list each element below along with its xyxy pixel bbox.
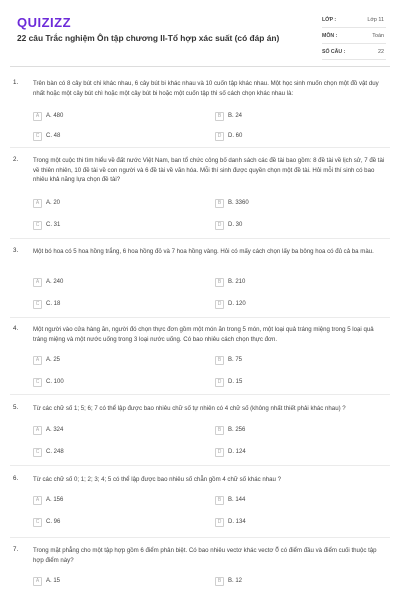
question-divider: [10, 317, 390, 318]
meta-row-class: [322, 12, 386, 28]
option-letter-box: A: [33, 278, 42, 287]
option-text: C. 96: [46, 519, 61, 525]
question-text: Trong mặt phẳng cho một tập hợp gồm 6 điểm phân biệt. Có bao nhiêu vectơ khác vectơ 0⃗ có điểm đầu và điểm cuối thuộc tập hợp điểm này?: [33, 547, 377, 564]
option-text: B. 256: [228, 427, 246, 433]
option-letter-box: B: [215, 199, 224, 208]
option-c[interactable]: [33, 446, 64, 458]
option-text: A. 25: [46, 357, 61, 363]
question-divider: [10, 537, 390, 538]
option-text: B. 24: [228, 113, 243, 119]
option-text: B. 3360: [228, 200, 249, 206]
question-number: 1.: [13, 79, 19, 86]
option-a[interactable]: [33, 494, 63, 506]
option-letter-box: A: [33, 426, 42, 435]
option-c[interactable]: [33, 219, 60, 231]
option-text: A. 480: [46, 113, 64, 119]
option-d[interactable]: [215, 298, 246, 310]
option-text: D. 30: [228, 222, 243, 228]
option-letter-box: C: [33, 300, 42, 309]
option-letter-box: D: [215, 378, 224, 387]
option-letter-box: C: [33, 448, 42, 457]
document-meta-table: [322, 12, 386, 60]
option-text: D. 124: [228, 449, 246, 455]
question-text: Trên bàn có 8 cây bút chì khác nhau, 6 cây bút bi khác nhau và 10 cuốn tập khác nhau. Một học sinh muốn chọn một đồ vật duy nhất hoặc một cây bút chì hoặc một cây bút bi hoặc một cuốn tập thì số cách chọn khác nhau là:: [33, 80, 379, 97]
option-a[interactable]: [33, 110, 63, 122]
meta-value: Toán: [372, 32, 384, 39]
option-letter-box: A: [33, 496, 42, 505]
option-letter-box: B: [215, 426, 224, 435]
question-number: 3.: [13, 247, 19, 254]
option-letter-box: D: [215, 221, 224, 230]
option-text: B. 12: [228, 578, 243, 584]
option-b[interactable]: [215, 276, 245, 288]
option-text: D. 120: [228, 301, 246, 307]
option-a[interactable]: [33, 276, 63, 288]
document-title: 22 câu Trắc nghiệm Ôn tập chương II-Tổ hợp xác suất (có đáp án): [17, 33, 280, 43]
option-letter-box: A: [33, 577, 42, 586]
option-c[interactable]: [33, 130, 60, 142]
option-text: D. 15: [228, 379, 243, 385]
option-text: D. 134: [228, 519, 246, 525]
question-divider: [10, 465, 390, 466]
header-divider: [10, 66, 390, 67]
option-a[interactable]: [33, 197, 60, 209]
option-text: C. 18: [46, 301, 61, 307]
option-letter-box: B: [215, 356, 224, 365]
question-divider: [10, 238, 390, 239]
quizizz-logo: QUIZIZZ: [17, 15, 72, 30]
option-d[interactable]: [215, 446, 246, 458]
option-letter-box: A: [33, 112, 42, 121]
option-text: A. 20: [46, 200, 61, 206]
option-text: A. 324: [46, 427, 64, 433]
option-text: A. 240: [46, 279, 64, 285]
option-c[interactable]: [33, 298, 60, 310]
option-text: C. 48: [46, 133, 61, 139]
option-letter-box: D: [215, 448, 224, 457]
option-letter-box: B: [215, 496, 224, 505]
option-c[interactable]: [33, 516, 60, 528]
option-text: C. 100: [46, 379, 64, 385]
option-a[interactable]: [33, 354, 60, 366]
meta-label: SỐ CÂU :: [322, 48, 346, 55]
option-b[interactable]: [215, 197, 249, 209]
option-text: A. 15: [46, 578, 61, 584]
option-c[interactable]: [33, 376, 64, 388]
option-letter-box: B: [215, 112, 224, 121]
meta-row-count: [322, 44, 386, 60]
question-divider: [10, 394, 390, 395]
option-b[interactable]: [215, 424, 245, 436]
meta-value: 22: [378, 48, 384, 55]
option-d[interactable]: [215, 130, 242, 142]
option-text: B. 210: [228, 279, 246, 285]
document-header: [0, 0, 400, 62]
option-a[interactable]: [33, 575, 60, 587]
option-b[interactable]: [215, 110, 242, 122]
option-letter-box: A: [33, 356, 42, 365]
option-d[interactable]: [215, 516, 246, 528]
option-letter-box: A: [33, 199, 42, 208]
option-a[interactable]: [33, 424, 63, 436]
option-text: C. 248: [46, 449, 64, 455]
meta-label: MÔN :: [322, 32, 338, 39]
question-text: Từ các chữ số 1; 5; 6; 7 có thể lập được bao nhiêu chữ số tự nhiên có 4 chữ số (không nhất thiết phải khác nhau) ?: [33, 405, 346, 412]
option-text: B. 144: [228, 497, 246, 503]
question-number: 7.: [13, 546, 19, 553]
option-letter-box: C: [33, 378, 42, 387]
meta-value: Lớp 11: [367, 16, 384, 23]
option-text: B. 75: [228, 357, 243, 363]
option-d[interactable]: [215, 376, 242, 388]
option-text: D. 60: [228, 133, 243, 139]
question-text: Một người vào cửa hàng ăn, người đó chọn thực đơn gồm một món ăn trong 5 món, một loại quả tráng miệng trong 5 loại quả tráng miệng và một nước uống trong 3 loại nước uống. Có bao nhiêu cách chọn thực đơn.: [33, 326, 374, 343]
question-text: Từ các chữ số 0; 1; 2; 3; 4; 5 có thể lập được bao nhiêu số chẵn gồm 4 chữ số khác nhau ?: [33, 476, 281, 483]
option-letter-box: D: [215, 300, 224, 309]
question-divider: [10, 147, 390, 148]
question-text: Trong một cuộc thi tìm hiểu về đất nước Việt Nam, ban tổ chức công bố danh sách các đề tài bao gồm: 8 đề tài về lịch sử, 7 đề tài về thiên nhiên, 10 đề tài về con người và 6 đề tài về văn hóa. Mỗi thí sinh được quyền chọn một đề tài. Hỏi mỗi thí sinh có bao nhiêu khả năng lựa chọn đề tài?: [33, 157, 385, 184]
option-d[interactable]: [215, 219, 242, 231]
option-b[interactable]: [215, 494, 245, 506]
option-letter-box: C: [33, 518, 42, 527]
option-text: C. 31: [46, 222, 61, 228]
option-letter-box: B: [215, 278, 224, 287]
option-letter-box: B: [215, 577, 224, 586]
meta-row-subject: [322, 28, 386, 44]
option-b[interactable]: [215, 575, 242, 587]
option-letter-box: C: [33, 132, 42, 141]
meta-label: LỚP :: [322, 16, 337, 23]
option-b[interactable]: [215, 354, 242, 366]
question-number: 5.: [13, 404, 19, 411]
option-text: A. 156: [46, 497, 64, 503]
question-number: 4.: [13, 325, 19, 332]
question-text: Một bó hoa có 5 hoa hồng trắng, 6 hoa hồng đỏ và 7 hoa hồng vàng. Hỏi có mấy cách chọn lấy ba bông hoa có đủ cả ba màu.: [33, 248, 374, 255]
question-number: 6.: [13, 475, 19, 482]
option-letter-box: C: [33, 221, 42, 230]
option-letter-box: D: [215, 132, 224, 141]
question-number: 2.: [13, 156, 19, 163]
option-letter-box: D: [215, 518, 224, 527]
